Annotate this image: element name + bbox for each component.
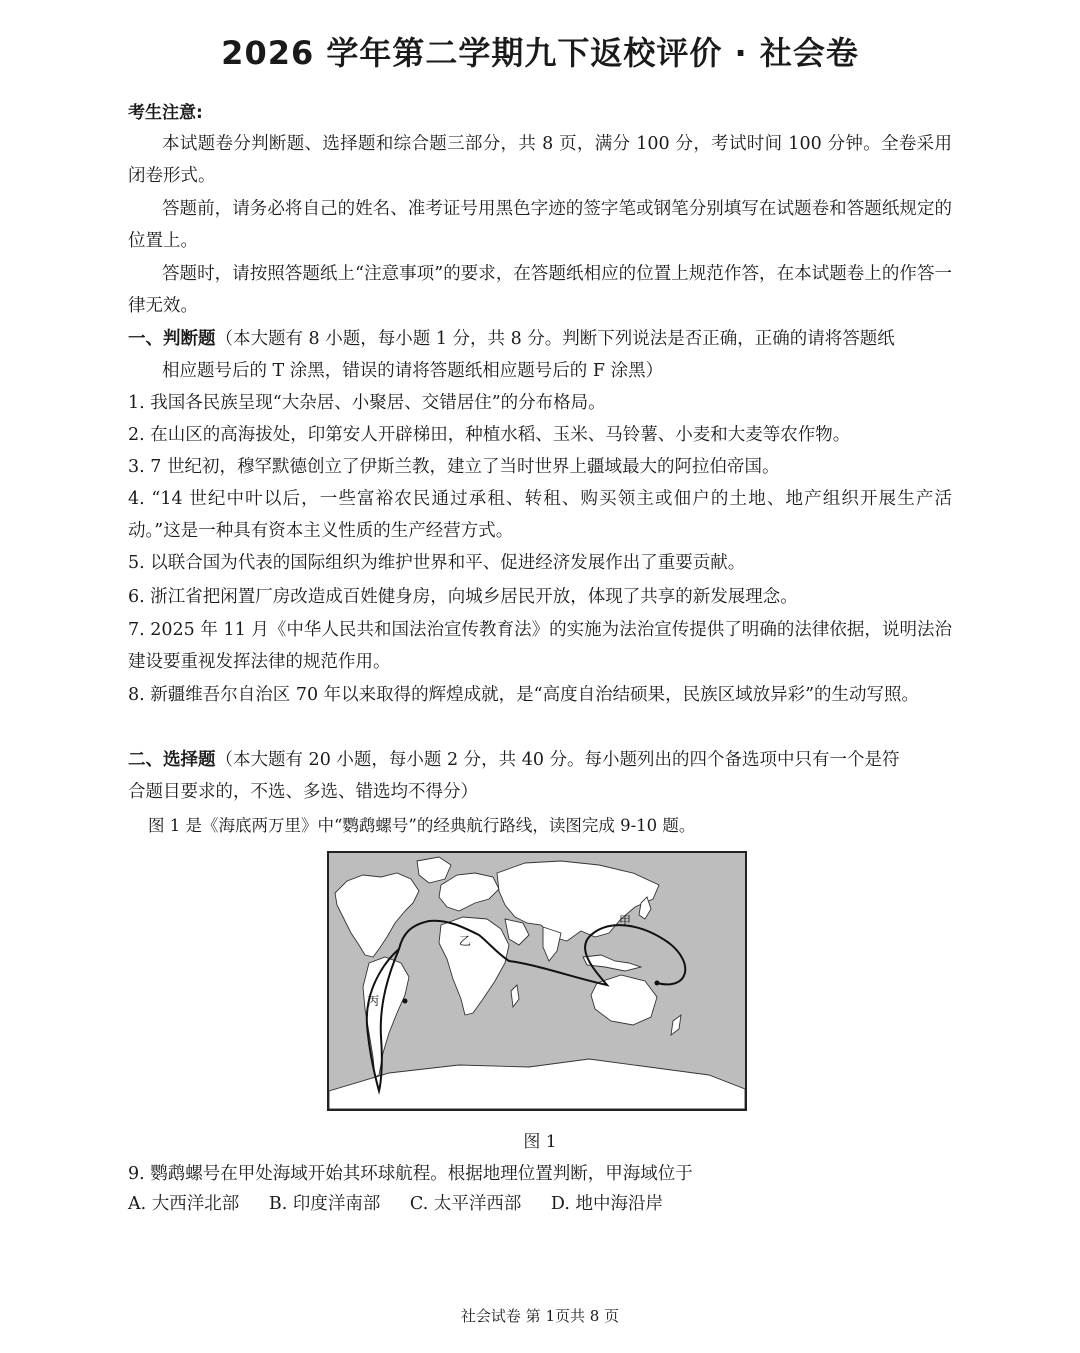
exam-title: 2026 学年第二学期九下返校评价 · 社会卷 [221,34,859,72]
section2-desc-line1: （本大题有 20 小题，每小题 2 分，共 40 分。每小题列出的四个备选项中只有一个是符 [215,750,900,770]
europe-landmass [439,873,499,911]
option-d[interactable]: D. 地中海沿岸 [550,1194,663,1214]
greenland-landmass [417,857,451,883]
option-b[interactable]: B. 印度洋南部 [268,1194,381,1214]
question-item-2: 2. 在山区的高海拔处，印第安人开辟梯田，种植水稻、玉米、马铃薯、小麦和大麦等农作物。 [128,425,851,445]
section1-heading: 一、判断题 [128,329,216,349]
notice-paragraph-1: 本试题卷分判断题、选择题和综合题三部分，共 8 页，满分 100 分，考试时间 100 分钟。全卷采用闭卷形式。 [128,134,952,186]
map-label-bing: 丙 [367,994,380,1008]
option-a[interactable]: A. 大西洋北部 [128,1194,240,1214]
section2-intro: 图 1 是《海底两万里》中“鹦鹉螺号”的经典航行路线，读图完成 9-10 题。 [148,816,696,835]
section2-heading: 二、选择题 [128,750,216,770]
section1-desc-line2: 相应题号后的 T 涂黑，错误的请将答题纸相应题号后的 F 涂黑） [162,361,664,381]
madagascar-landmass [511,985,519,1007]
section1-header [128,323,952,355]
question-9-options [128,1190,687,1215]
question-item-6: 6. 浙江省把闲置厂房改造成百姓健身房，向城乡居民开放，体现了共享的新发展理念。 [128,587,798,607]
new-zealand-landmass [671,1015,681,1035]
map-label-yi: 乙 [459,934,472,948]
section2-header [128,744,952,776]
map-label-jia: 甲 [619,914,632,928]
figure-caption: 图 1 [523,1132,557,1152]
section2-desc-line2: 合题目要求的，不选、多选、错选均不得分） [128,782,478,802]
route-marker-atlantic [403,999,408,1004]
route-marker-pacific [655,981,660,986]
question-item-8: 8. 新疆维吾尔自治区 70 年以来取得的辉煌成就，是“高度自治结硕果，民族区域放异彩”的生动写照。 [128,685,920,705]
world-map-figure [327,851,747,1111]
question-item-1: 1. 我国各民族呈现“大杂居、小聚居、交错居住”的分布格局。 [128,393,606,413]
question-item-4: 4. “14 世纪中叶以后，一些富裕农民通过承租、转租、购买领主或佃户的土地、地产组织开展生产活动。”这是一种具有资本主义性质的生产经营方式。 [128,489,952,541]
notice-heading: 考生注意: [128,103,203,123]
south-america-landmass [363,957,409,1077]
indonesia-islands [583,955,641,971]
notice-paragraph-3: 答题时，请按照答题纸上“注意事项”的要求，在答题纸相应的位置上规范作答，在本试题卷上的作答一律无效。 [128,264,952,316]
page-footer: 社会试卷 第 1页共 8 页 [460,1307,620,1325]
question-item-7: 7. 2025 年 11 月《中华人民共和国法治宣传教育法》的实施为法治宣传提供了明确的法律依据，说明法治建设要重视发挥法律的规范作用。 [128,620,952,672]
antarctica-landmass [329,1059,745,1109]
india-landmass [543,927,561,961]
question-item-5: 5. 以联合国为代表的国际组织为维护世界和平、促进经济发展作出了重要贡献。 [128,553,746,573]
world-map [329,853,745,1109]
question-item-3: 3. 7 世纪初，穆罕默德创立了伊斯兰教，建立了当时世界上疆域最大的阿拉伯帝国。 [128,457,780,477]
arabia-landmass [505,919,529,945]
north-america-landmass [335,873,419,957]
section1-desc-line1: （本大题有 8 小题，每小题 1 分，共 8 分。判断下列说法是否正确，正确的请将答题纸 [215,329,895,349]
australia-landmass [591,975,657,1025]
option-c[interactable]: C. 太平洋西部 [409,1194,522,1214]
notice-paragraph-2: 答题前，请务必将自己的姓名、准考证号用黑色字迹的签字笔或钢笔分别填写在试题卷和答题纸规定的位置上。 [128,199,952,251]
question-9-stem: 9. 鹦鹉螺号在甲处海域开始其环球航程。根据地理位置判断，甲海域位于 [128,1164,693,1184]
section1-desc-row [128,355,952,387]
